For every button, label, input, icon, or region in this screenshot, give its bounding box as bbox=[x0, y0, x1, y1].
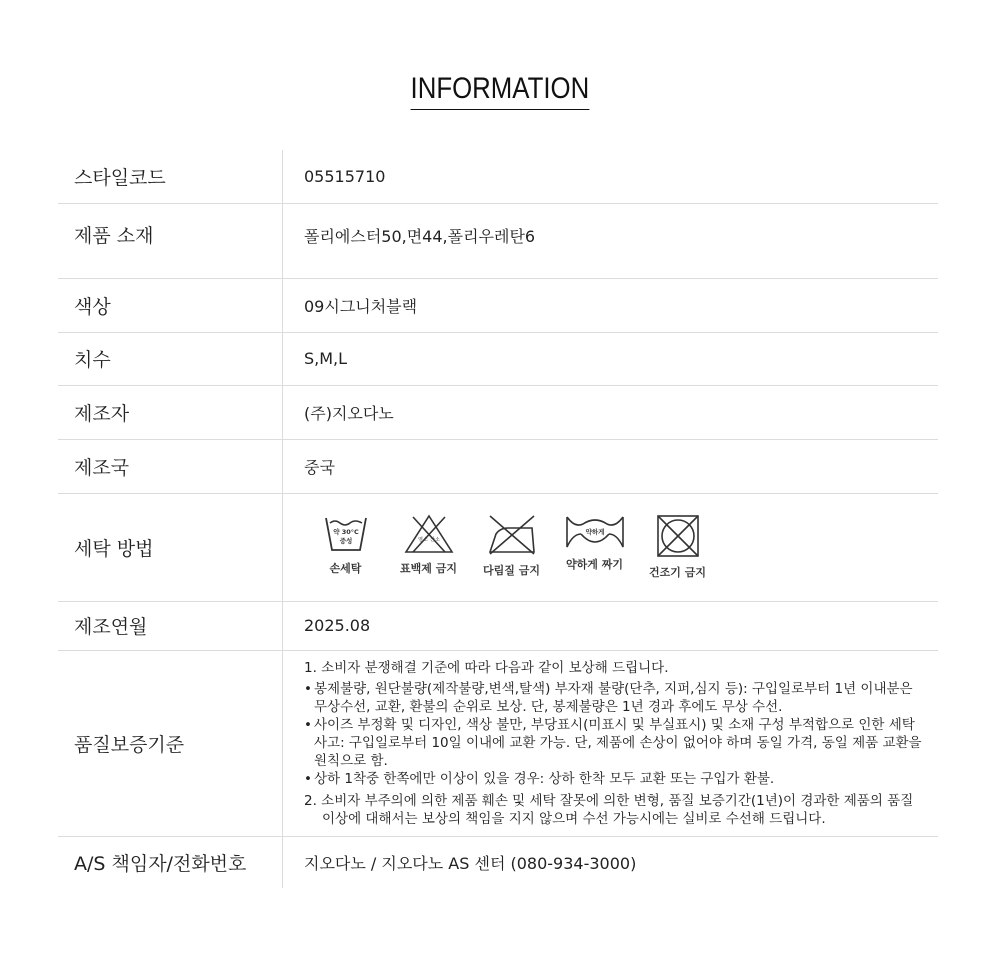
row-color bbox=[58, 278, 938, 332]
gentle-wring-icon bbox=[565, 514, 625, 550]
hand-wash-neutral: 중성 bbox=[339, 537, 352, 545]
hand-wash-temp: 약 30°C bbox=[332, 528, 359, 536]
quality-label: 품질보증기준 bbox=[58, 650, 283, 836]
date-label: 제조연월 bbox=[58, 601, 283, 650]
washing-label: 세탁 방법 bbox=[58, 493, 283, 601]
row-style-code bbox=[58, 150, 938, 203]
row-date bbox=[58, 601, 938, 650]
maker-value: (주)지오다노 bbox=[283, 385, 939, 439]
no-bleach-icon bbox=[404, 514, 454, 554]
row-country bbox=[58, 439, 938, 493]
maker-label: 제조자 bbox=[58, 385, 283, 439]
hand-wash-item bbox=[304, 514, 387, 576]
quality-text bbox=[304, 659, 926, 828]
gentle-wring-inner: 약하게 bbox=[585, 528, 604, 536]
no-iron-item bbox=[470, 514, 553, 578]
material-value: 폴리에스터50,면44,폴리우레탄6 bbox=[283, 203, 939, 278]
hand-wash-icon bbox=[324, 514, 368, 554]
quality-bullets bbox=[304, 680, 926, 788]
date-value: 2025.08 bbox=[283, 601, 939, 650]
gentle-wring-item bbox=[553, 514, 636, 572]
row-material bbox=[58, 203, 938, 278]
row-quality bbox=[58, 650, 938, 836]
no-iron-caption: 다림질 금지 bbox=[483, 564, 540, 577]
page-title: INFORMATION bbox=[411, 72, 590, 110]
style-code-label: 스타일코드 bbox=[58, 150, 283, 203]
style-code-value: 05515710 bbox=[283, 150, 939, 203]
row-washing bbox=[58, 493, 938, 601]
row-as bbox=[58, 836, 938, 888]
quality-value bbox=[283, 650, 939, 836]
color-label: 색상 bbox=[58, 278, 283, 332]
size-label: 치수 bbox=[58, 332, 283, 385]
quality-bullet-2: • 사이즈 부정확 및 디자인, 색상 불만, 부당표시(미표시 및 부실표시) 및 소재 구성 부적합으로 인한 세탁 사고: 구입일로부터 10일 이내에 교환 가능. 단, 제품에 손상이 없어야 하며 동일 가격, 동일 제품 교환을 원칙으로 함. bbox=[304, 716, 926, 770]
country-value: 중국 bbox=[283, 439, 939, 493]
size-value: S,M,L bbox=[283, 332, 939, 385]
row-size bbox=[58, 332, 938, 385]
washing-icons-cell bbox=[283, 493, 939, 601]
no-bleach-item bbox=[387, 514, 470, 576]
no-tumble-dry-caption: 건조기 금지 bbox=[649, 566, 706, 579]
as-value: 지오다노 / 지오다노 AS 센터 (080-934-3000) bbox=[304, 853, 637, 873]
color-value: 09시그니처블랙 bbox=[283, 278, 939, 332]
info-table bbox=[58, 150, 938, 888]
quality-bullet-3: • 상하 1착중 한쪽에만 이상이 있을 경우: 상하 한착 모두 교환 또는 구입가 환불. bbox=[304, 770, 926, 788]
no-bleach-oxygen: 산소 bbox=[429, 537, 440, 543]
washing-icons bbox=[304, 514, 938, 580]
no-tumble-dry-icon bbox=[656, 514, 700, 558]
as-label: A/S 책임자/전화번호 bbox=[58, 836, 283, 888]
title-wrap bbox=[0, 72, 1000, 110]
hand-wash-caption: 손세탁 bbox=[329, 562, 362, 575]
quality-item-2: 2. 소비자 부주의에 의한 제품 훼손 및 세탁 잘못에 의한 변형, 품질 보증기간(1년)이 경과한 제품의 품질이상에 대해서는 보상의 책임을 지지 않으며 수선 가능시에는 실비로 수선해 드립니다. bbox=[304, 792, 914, 827]
no-tumble-dry-item bbox=[636, 514, 719, 580]
country-label: 제조국 bbox=[58, 439, 283, 493]
no-bleach-chlorine: 염소 bbox=[417, 537, 428, 543]
material-label: 제품 소재 bbox=[58, 203, 283, 278]
no-bleach-caption: 표백제 금지 bbox=[400, 562, 457, 575]
gentle-wring-caption: 약하게 짜기 bbox=[566, 558, 623, 571]
quality-bullet-1: • 봉제불량, 원단불량(제작불량,변색,탈색) 부자재 불량(단추, 지퍼,심지 등): 구입일로부터 1년 이내분은 무상수선, 교환, 환불의 순위로 보상. 단, 봉제불량은 1년 경과 후에도 무상 수선. bbox=[304, 680, 926, 716]
quality-item-1: 1. 소비자 분쟁해결 기준에 따라 다음과 같이 보상해 드립니다. bbox=[304, 659, 669, 676]
row-maker bbox=[58, 385, 938, 439]
no-iron-icon bbox=[486, 514, 538, 556]
